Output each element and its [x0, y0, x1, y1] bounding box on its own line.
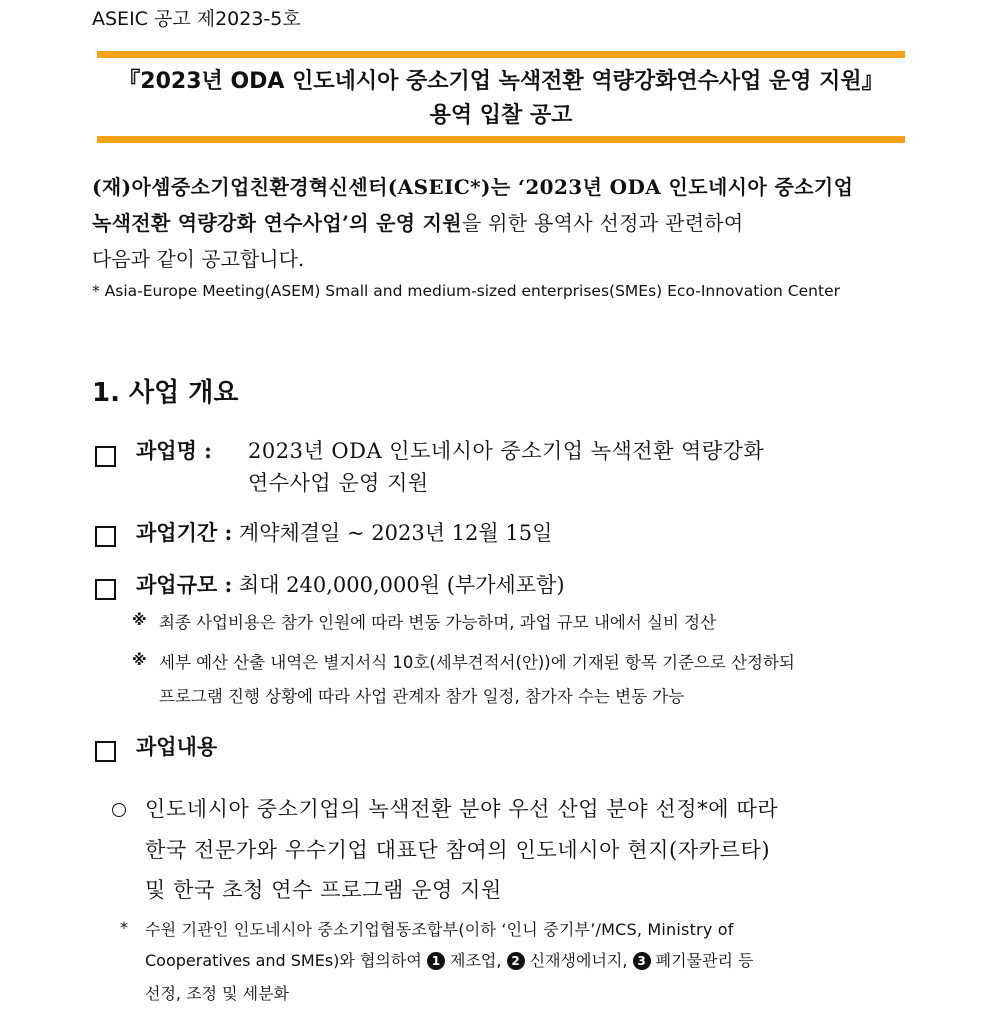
sector-manufacturing: 제조업,: [449, 951, 502, 970]
item-content: [136, 731, 217, 761]
number-one-icon: 1: [427, 952, 445, 970]
circle-bullet-icon: [112, 803, 126, 817]
note-mark: ※: [132, 611, 147, 629]
checkbox-icon: [95, 579, 116, 600]
intro-line-2-rest: 을 위한 용역사 선정과 관련하여: [461, 211, 744, 235]
content-line-3: 및 한국 초청 연수 프로그램 운영 지원: [145, 878, 502, 902]
page-title: 『2023년 ODA 인도네시아 중소기업 녹색전환 역량강화연수사업 운영 지원』: [118, 69, 884, 94]
sector-renewable-energy: 신재생에너지,: [529, 951, 628, 970]
number-two-icon: 2: [507, 952, 525, 970]
page-subtitle: 용역 입찰 공고: [429, 103, 573, 128]
item-label: 과업내용: [136, 734, 218, 759]
budget-note-1: 최종 사업비용은 참가 인원에 따라 변동 가능하며, 과업 규모 내에서 실비 정산: [159, 613, 717, 632]
budget-note-2: 세부 예산 산출 내역은 별지서식 10호(세부견적서(안))에 기재된 항목 기준으로 산정하되: [159, 653, 795, 672]
document-number: ASEIC 공고 제2023-5호: [92, 8, 301, 30]
intro-project-name: 녹색전환 역량강화 연수사업’의 운영 지원: [92, 211, 462, 235]
star-note-line-2: [145, 948, 753, 971]
checkbox-icon: [95, 526, 116, 547]
number-three-icon: 3: [633, 952, 651, 970]
item-value: 2023년 ODA 인도네시아 중소기업 녹색전환 역량강화: [248, 439, 765, 463]
note-mark: ※: [132, 651, 147, 669]
content-line-1: 인도네시아 중소기업의 녹색전환 분야 우선 산업 분야 선정*에 따라: [145, 797, 779, 821]
title-rule-bottom: [97, 136, 905, 143]
section-heading: 1. 사업 개요: [92, 378, 239, 408]
checkbox-icon: [95, 741, 116, 762]
intro-line-1: (재)아셈중소기업친환경혁신센터(ASEIC*)는 ‘2023년 ODA 인도네시아 중소기업: [92, 175, 854, 199]
star-note-text: Cooperatives and SMEs)와 협의하여: [145, 951, 422, 970]
item-budget: [136, 569, 565, 599]
sector-waste-management: 폐기물관리 등: [655, 951, 754, 970]
checkbox-icon: [95, 446, 116, 467]
item-project-name: [136, 435, 212, 465]
item-period: [136, 517, 552, 547]
budget-note-2-continued: 프로그램 진행 상황에 따라 사업 관계자 참가 일정, 참가자 수는 변동 가능: [159, 687, 685, 706]
item-value-continued: 연수사업 운영 지원: [248, 471, 429, 495]
intro-line-3: 다음과 같이 공고합니다.: [92, 247, 305, 271]
star-note-mark: *: [120, 918, 128, 937]
item-value: 계약체결일 ~ 2023년 12월 15일: [238, 521, 553, 545]
aseic-footnote: * Asia-Europe Meeting(ASEM) Small and medium-sized enterprises(SMEs) Eco-Innovation Center: [92, 282, 840, 300]
star-note-line-1: 수원 기관인 인도네시아 중소기업협동조합부(이하 ‘인니 중기부’/MCS, Ministry of: [145, 920, 734, 939]
title-rule-top: [97, 51, 905, 58]
item-label: 과업규모 :: [136, 572, 233, 597]
item-label: 과업명 :: [136, 438, 212, 463]
star-note-line-3: 선정, 조정 및 세분화: [145, 984, 289, 1003]
item-label: 과업기간 :: [136, 520, 233, 545]
intro-line-2: [92, 207, 744, 236]
content-line-2: 한국 전문가와 우수기업 대표단 참여의 인도네시아 현지(자카르타): [145, 838, 771, 862]
item-value: 최대 240,000,000원 (부가세포함): [238, 573, 565, 597]
